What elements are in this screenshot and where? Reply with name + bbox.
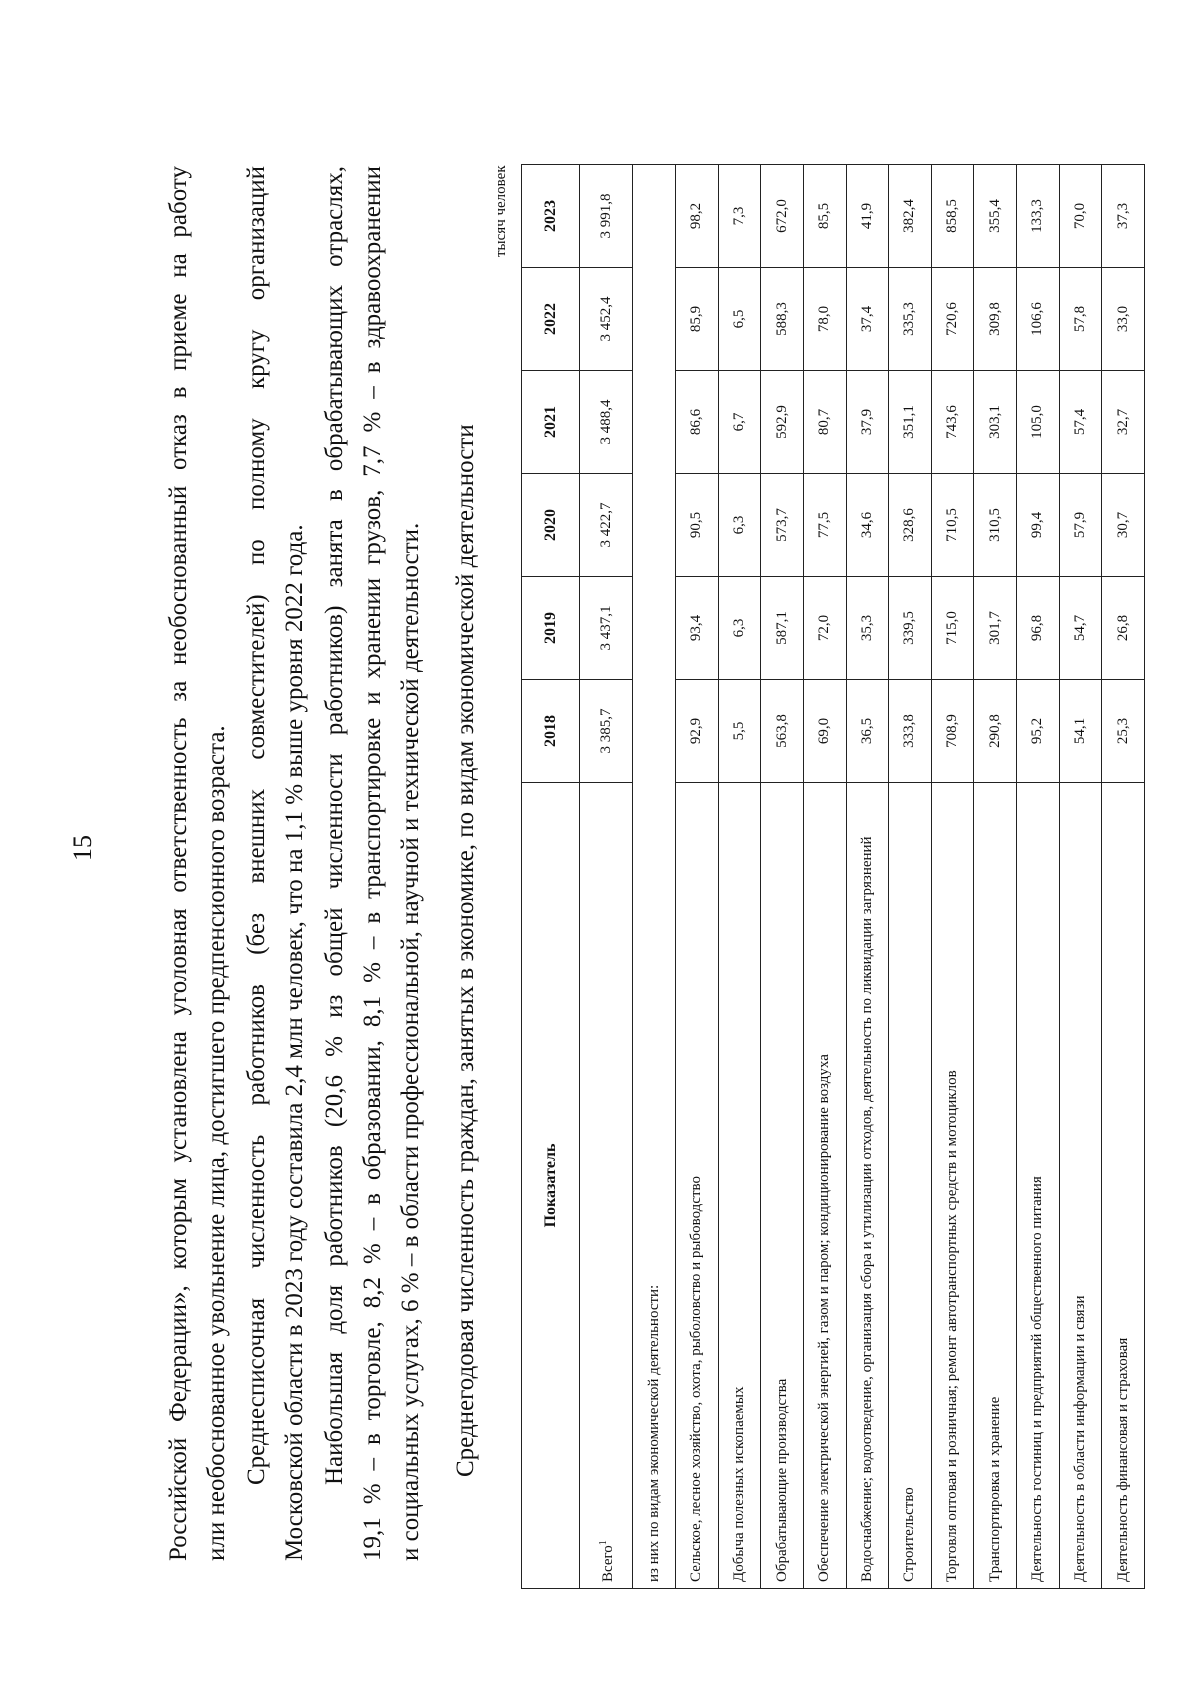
row-value: 333,8 xyxy=(889,680,932,783)
row-value: 573,7 xyxy=(761,474,804,577)
total-value: 3 991,8 xyxy=(580,165,633,268)
paragraph-3-line-2: 19,1 % – в торговле, 8,2 % – в образовании, 8,1 % – в транспортировке и хранении грузов, 7,7 % – в здравоохранении xyxy=(359,166,386,1561)
row-value: 303,1 xyxy=(974,371,1017,474)
row-value: 57,8 xyxy=(1059,268,1102,371)
table-row xyxy=(889,165,932,1589)
page-number: 15 xyxy=(68,835,97,861)
table-row xyxy=(1017,165,1060,1589)
header-year-2023: 2023 xyxy=(522,165,580,268)
row-value: 309,8 xyxy=(974,268,1017,371)
header-indicator: Показатель xyxy=(522,783,580,1589)
row-value: 26,8 xyxy=(1102,577,1145,680)
row-value: 96,8 xyxy=(1017,577,1060,680)
table-row xyxy=(803,165,846,1589)
row-value: 92,9 xyxy=(675,680,718,783)
row-value: 310,5 xyxy=(974,474,1017,577)
table-row-total xyxy=(580,165,633,1589)
employment-table xyxy=(521,164,1145,1589)
paragraph-1-line-2: или необоснованное увольнение лица, достигшего предпенсионного возраста. xyxy=(203,725,230,1561)
row-value: 69,0 xyxy=(803,680,846,783)
row-value: 90,5 xyxy=(675,474,718,577)
row-value: 339,5 xyxy=(889,577,932,680)
row-value: 85,5 xyxy=(803,165,846,268)
row-label: Торговля оптовая и розничная; ремонт автотранспортных средств и мотоциклов xyxy=(931,783,974,1589)
table-row xyxy=(1102,165,1145,1589)
row-value: 563,8 xyxy=(761,680,804,783)
row-value: 708,9 xyxy=(931,680,974,783)
table-header-row xyxy=(522,165,580,1589)
header-year-2018: 2018 xyxy=(522,680,580,783)
row-value: 592,9 xyxy=(761,371,804,474)
row-value: 86,6 xyxy=(675,371,718,474)
row-value: 35,3 xyxy=(846,577,889,680)
row-value: 7,3 xyxy=(718,165,761,268)
row-value: 355,4 xyxy=(974,165,1017,268)
row-value: 36,5 xyxy=(846,680,889,783)
row-value: 99,4 xyxy=(1017,474,1060,577)
row-value: 80,7 xyxy=(803,371,846,474)
row-value: 57,4 xyxy=(1059,371,1102,474)
table-row xyxy=(1059,165,1102,1589)
header-year-2022: 2022 xyxy=(522,268,580,371)
row-value: 743,6 xyxy=(931,371,974,474)
table-row xyxy=(931,165,974,1589)
row-value: 6,3 xyxy=(718,474,761,577)
table-row xyxy=(974,165,1017,1589)
row-label: Водоснабжение; водоотведение, организация сбора и утилизации отходов, деятельность по ликвидации загрязнений xyxy=(846,783,889,1589)
row-value: 77,5 xyxy=(803,474,846,577)
header-year-2020: 2020 xyxy=(522,474,580,577)
row-value: 6,7 xyxy=(718,371,761,474)
row-value: 93,4 xyxy=(675,577,718,680)
paragraph-2-line-2: Московской области в 2023 году составила 2,4 млн человек, что на 1,1 % выше уровня 2022 года. xyxy=(281,524,308,1561)
paragraph-3-line-1: Наибольшая доля работников (20,6 % из общей численности работников) занята в обрабатывающих отраслях, xyxy=(321,166,348,1485)
row-value: 32,7 xyxy=(1102,371,1145,474)
total-value: 3 452,4 xyxy=(580,268,633,371)
row-value: 37,4 xyxy=(846,268,889,371)
paragraph-1 xyxy=(160,166,236,1561)
table-subheading-row xyxy=(633,165,676,1589)
header-year-2021: 2021 xyxy=(522,371,580,474)
row-label-total xyxy=(580,783,633,1589)
row-label: Строительство xyxy=(889,783,932,1589)
table-row xyxy=(846,165,889,1589)
row-value: 858,5 xyxy=(931,165,974,268)
total-value: 3 488,4 xyxy=(580,371,633,474)
row-value: 588,3 xyxy=(761,268,804,371)
row-value: 715,0 xyxy=(931,577,974,680)
table-row xyxy=(675,165,718,1589)
row-value: 37,9 xyxy=(846,371,889,474)
row-label: Обеспечение электрической энергией, газом и паром; кондиционирование воздуха xyxy=(803,783,846,1589)
row-value: 78,0 xyxy=(803,268,846,371)
total-value: 3 437,1 xyxy=(580,577,633,680)
table-row xyxy=(761,165,804,1589)
row-value: 587,1 xyxy=(761,577,804,680)
table-units: тысяч человек xyxy=(493,165,509,257)
row-label: Транспортировка и хранение xyxy=(974,783,1017,1589)
paragraph-2-line-1: Среднесписочная численность работников (без внешних совместителей) по полному кругу организаций xyxy=(243,166,270,1485)
row-value: 105,0 xyxy=(1017,371,1060,474)
row-value: 301,7 xyxy=(974,577,1017,680)
row-label: Добыча полезных ископаемых xyxy=(718,783,761,1589)
row-label: Деятельность финансовая и страховая xyxy=(1102,783,1145,1589)
total-footnote: 1 xyxy=(598,1540,610,1546)
total-label: Всего xyxy=(600,1545,617,1582)
row-label: Деятельность гостиниц и предприятий общественного питания xyxy=(1017,783,1060,1589)
row-value: 54,7 xyxy=(1059,577,1102,680)
row-value: 57,9 xyxy=(1059,474,1102,577)
row-value: 34,6 xyxy=(846,474,889,577)
paragraph-1-line-1: Российской Федерации», которым установлена уголовная ответственность за необоснованный отказ в приеме на работу xyxy=(165,166,192,1561)
row-value: 37,3 xyxy=(1102,165,1145,268)
row-value: 30,7 xyxy=(1102,474,1145,577)
paragraph-3-line-3: и социальных услугах, 6 % – в области профессиональной, научной и технической деятельности. xyxy=(397,522,424,1561)
row-value: 710,5 xyxy=(931,474,974,577)
row-value: 720,6 xyxy=(931,268,974,371)
row-value: 351,1 xyxy=(889,371,932,474)
row-value: 54,1 xyxy=(1059,680,1102,783)
table-caption: Среднегодовая численность граждан, занятых в экономике, по видам экономической деятельности xyxy=(452,424,479,1477)
row-value: 672,0 xyxy=(761,165,804,268)
table-subheading: из них по видам экономической деятельности: xyxy=(633,165,676,1589)
row-value: 33,0 xyxy=(1102,268,1145,371)
row-value: 70,0 xyxy=(1059,165,1102,268)
row-value: 335,3 xyxy=(889,268,932,371)
row-value: 106,6 xyxy=(1017,268,1060,371)
paragraph-3 xyxy=(316,166,430,1561)
paragraph-2 xyxy=(238,166,314,1561)
row-value: 6,5 xyxy=(718,268,761,371)
row-label: Сельское, лесное хозяйство, охота, рыболовство и рыбоводство xyxy=(675,783,718,1589)
row-value: 25,3 xyxy=(1102,680,1145,783)
total-value: 3 422,7 xyxy=(580,474,633,577)
row-value: 5,5 xyxy=(718,680,761,783)
row-label: Обрабатывающие производства xyxy=(761,783,804,1589)
row-label: Деятельность в области информации и связи xyxy=(1059,783,1102,1589)
row-value: 85,9 xyxy=(675,268,718,371)
row-value: 290,8 xyxy=(974,680,1017,783)
row-value: 98,2 xyxy=(675,165,718,268)
row-value: 72,0 xyxy=(803,577,846,680)
total-value: 3 385,7 xyxy=(580,680,633,783)
row-value: 328,6 xyxy=(889,474,932,577)
row-value: 6,3 xyxy=(718,577,761,680)
header-year-2019: 2019 xyxy=(522,577,580,680)
row-value: 41,9 xyxy=(846,165,889,268)
row-value: 382,4 xyxy=(889,165,932,268)
table-row xyxy=(718,165,761,1589)
row-value: 133,3 xyxy=(1017,165,1060,268)
row-value: 95,2 xyxy=(1017,680,1060,783)
